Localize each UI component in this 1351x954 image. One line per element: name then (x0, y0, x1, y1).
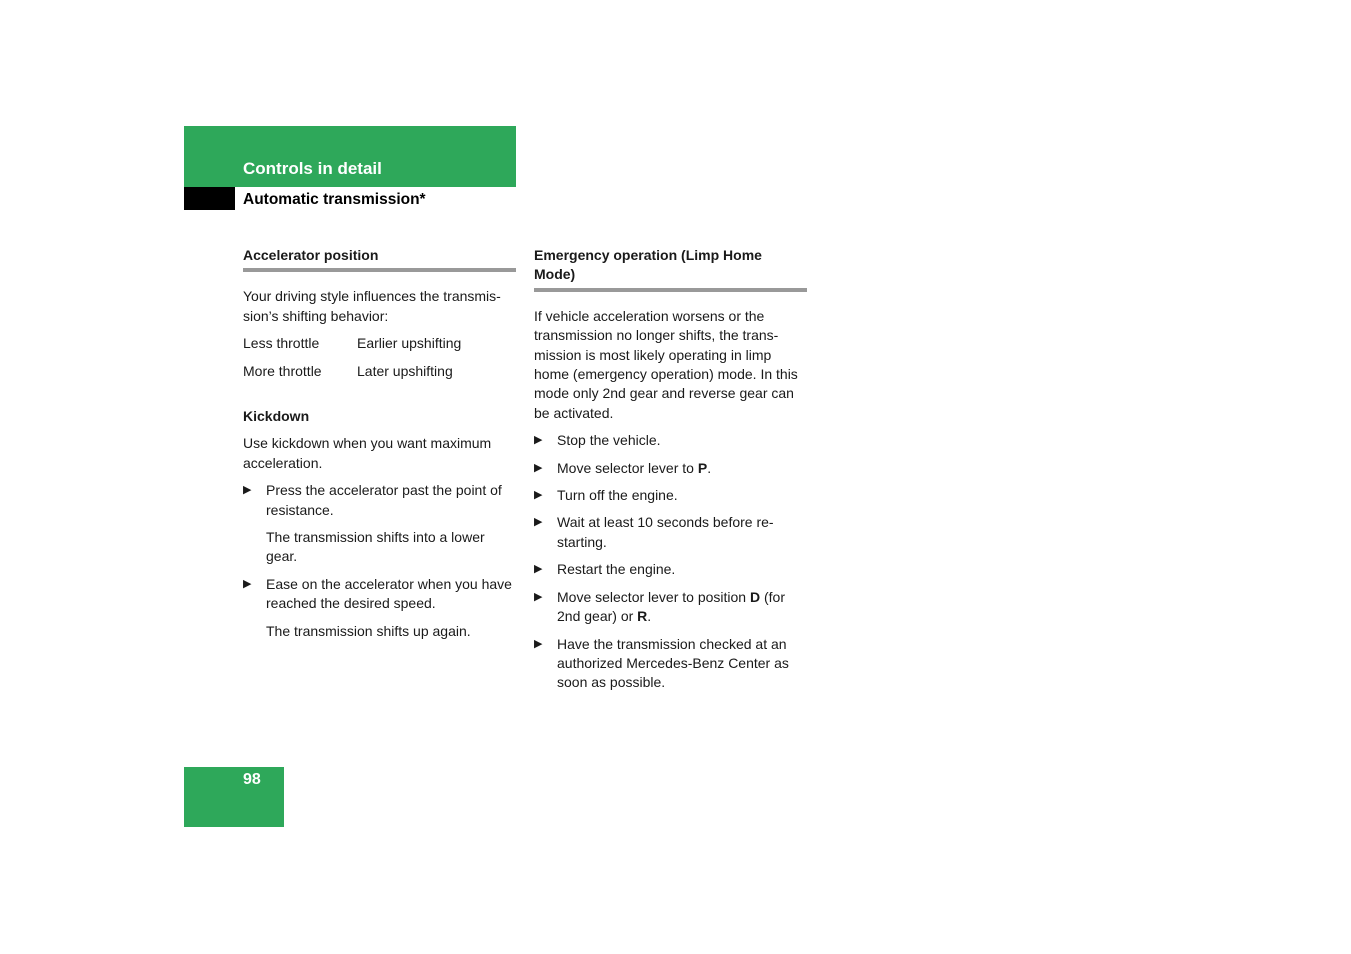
emergency-operation-heading: Emergency operation (Limp Home Mode) (534, 246, 807, 292)
subsection-title: Automatic transmission* (243, 191, 426, 208)
page-number-box (184, 767, 284, 827)
instruction-step (534, 486, 807, 505)
step-text: Wait at least 10 seconds before re-starting. (557, 514, 774, 550)
triangle-right-icon: ▶ (243, 577, 252, 590)
accelerator-intro: Your driving style influences the transmis-sion’s shifting behavior: (243, 288, 501, 324)
step-text: Press the accelerator past the point of resistance. (266, 482, 502, 518)
left-column (243, 246, 516, 641)
instruction-step (534, 513, 807, 552)
throttle-effect: Earlier upshifting (357, 335, 462, 352)
kickdown-intro: Use kickdown when you want maximum acceleration. (243, 435, 492, 471)
throttle-row (243, 362, 516, 381)
triangle-right-icon: ▶ (534, 461, 543, 474)
step-text: Move selector lever to P. (557, 459, 712, 476)
accelerator-position-heading: Accelerator position (243, 246, 516, 272)
emergency-intro: If vehicle acceleration worsens or the transmission no longer shifts, the trans-mission is most likely operating in limp home (emergency operation) mode. In this mode only 2nd gear and reverse gear can be activated. (534, 307, 798, 421)
throttle-effect: Later upshifting (357, 362, 453, 379)
section-title: Controls in detail (243, 159, 382, 178)
step-text: Ease on the accelerator when you have reached the desired speed. (266, 575, 512, 612)
instruction-step (534, 635, 807, 693)
triangle-right-icon: ▶ (243, 484, 252, 497)
step-result: The transmission shifts into a lower gear. (266, 529, 485, 565)
triangle-right-icon: ▶ (534, 516, 543, 529)
triangle-right-icon: ▶ (534, 590, 543, 603)
section-marker-tab (184, 187, 235, 210)
step-text: Have the transmission checked at an authorized Mercedes-Benz Center as soon as possible. (557, 635, 789, 691)
triangle-right-icon: ▶ (534, 434, 543, 447)
step-text: Turn off the engine. (557, 487, 678, 504)
right-column (534, 246, 807, 693)
throttle-label: Less throttle (243, 335, 320, 352)
instruction-step (534, 560, 807, 579)
step-text: Move selector lever to position D (for 2nd gear) or R. (557, 588, 785, 625)
instruction-step (534, 459, 807, 478)
throttle-label: More throttle (243, 362, 322, 379)
instruction-step (534, 431, 807, 450)
step-text: Restart the engine. (557, 561, 676, 578)
kickdown-heading: Kickdown (243, 408, 310, 425)
triangle-right-icon: ▶ (534, 637, 543, 650)
step-result: The transmission shifts up again. (266, 622, 471, 639)
step-text: Stop the vehicle. (557, 432, 661, 449)
instruction-step (243, 481, 516, 520)
page-number: 98 (243, 771, 261, 788)
instruction-step (534, 588, 807, 627)
instruction-step (243, 575, 516, 614)
throttle-row (243, 334, 516, 353)
triangle-right-icon: ▶ (534, 489, 543, 502)
triangle-right-icon: ▶ (534, 563, 543, 576)
